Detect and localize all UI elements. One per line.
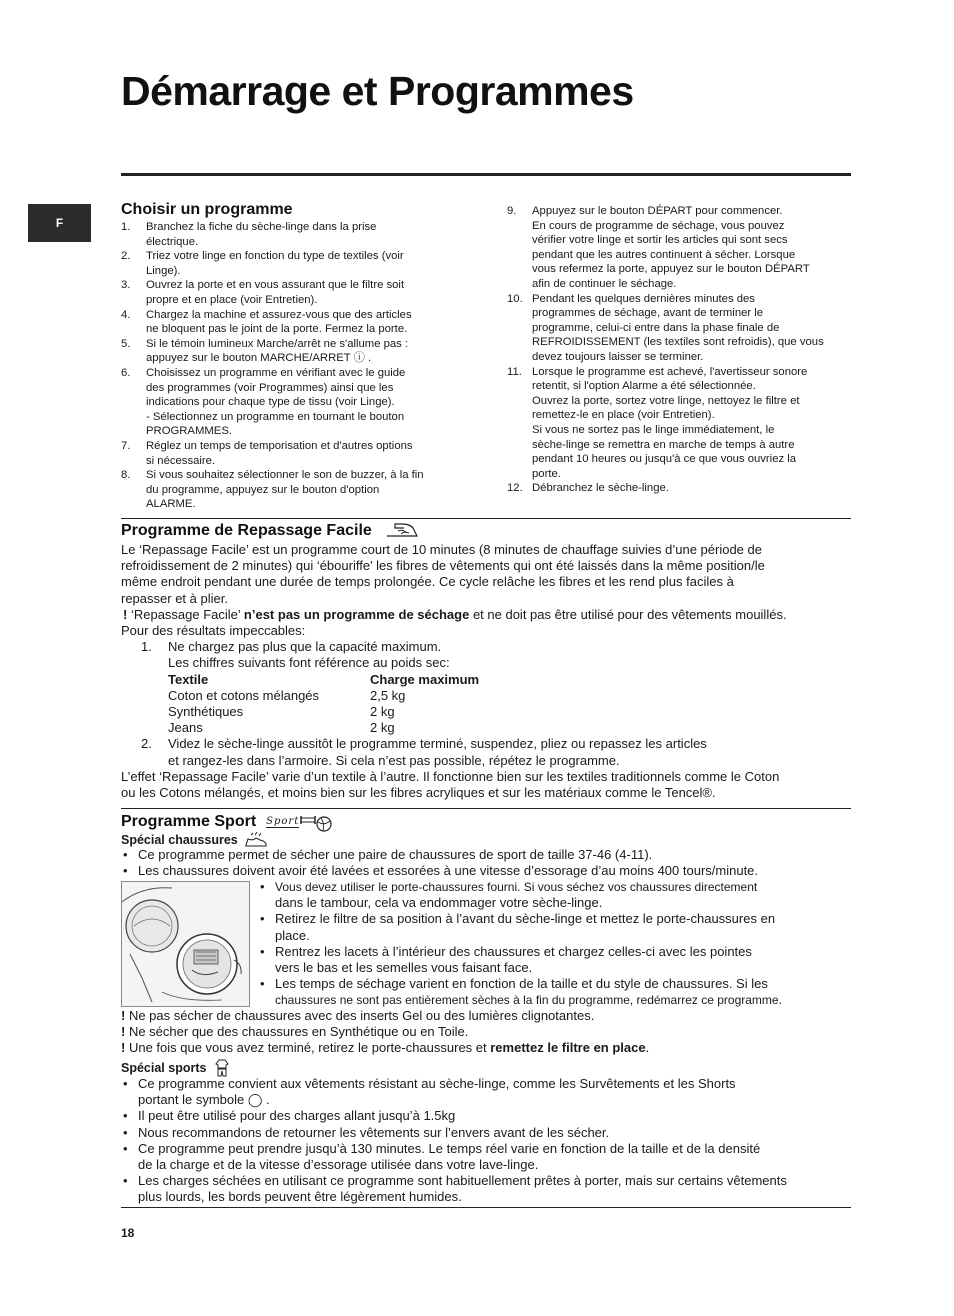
item-line: Chargez la machine et assurez-vous que des articles <box>146 308 412 321</box>
list-item <box>121 366 466 439</box>
item-line: pendant que les autres continuent à sécher. Lorsque <box>532 248 796 261</box>
item-line: afin de continuer le séchage. <box>532 277 677 290</box>
results-label: Pour des résultats impeccables: <box>121 623 306 639</box>
subsection-title-chaussures: Spécial chaussures <box>121 833 238 847</box>
section-title-sport: Programme Sport <box>121 813 257 830</box>
item-line: REFROIDISSEMENT (les textiles sont refroidis), que vous <box>532 336 824 349</box>
item-line: vous refermez la porte, appuyez sur le bouton DÉPART <box>532 263 810 276</box>
table-cell: Coton et cotons mélangés <box>168 687 320 703</box>
item-line: Branchez la fiche du sèche-linge dans la prise <box>146 221 377 233</box>
table-cell: 2 kg <box>370 720 395 736</box>
list-item <box>507 365 852 482</box>
tracksuit-icon <box>214 1059 230 1077</box>
bullet-line: • Ce programme convient aux vêtements résistant au sèche-linge, comme les Survêtements et les Shorts <box>138 1076 736 1091</box>
bullet-item <box>121 1141 856 1173</box>
item-line: Pendant les quelques dernières minutes des <box>532 292 755 305</box>
bullet-line: • Les temps de séchage varient en fonction de la taille et du style de chaussures. Si les <box>275 976 768 992</box>
bullet-line: • Les charges séchées en utilisant ce programme sont habituellement prêtes à porter, mais sur certains vêtements <box>138 1173 787 1189</box>
text-line: refroidissement de 2 minutes) qui ‘ébouriffe’ les fibres de vêtements qui ont été laissés dans la même position/le <box>121 558 765 574</box>
item-number: 8. <box>121 469 131 482</box>
iron-icon <box>384 522 420 540</box>
bullet-item <box>121 863 856 879</box>
bullet-line: dans le tambour, cela va endommager votre sèche-linge. <box>275 895 603 911</box>
warning-filter: ! Une fois que vous avez terminé, retirez le porte-chaussures et remettez le filtre en place. <box>121 1040 650 1056</box>
text-line: Les chiffres suivants font référence au poids sec: <box>168 655 450 671</box>
item-line: En cours de programme de séchage, vous pouvez <box>532 219 785 232</box>
load-table-header: Textile Charge maximum <box>168 671 480 687</box>
item-line: Réglez un temps de temporisation et d'autres options <box>146 439 413 452</box>
item-number: 4. <box>121 308 131 321</box>
item-number: 3. <box>121 279 131 292</box>
bullet-item <box>121 1108 856 1124</box>
item-number: 2. <box>121 250 131 263</box>
sports-bullets <box>121 1076 856 1206</box>
item-line: pendant 10 heures ou jusqu'à ce que vous ouvriez la <box>532 453 797 466</box>
text-line: même endroit pendant une durée de temps prolongée. Ce cycle relâche les fibres et les rend plus faciles à <box>121 574 734 590</box>
item-line: programme, celui-ci entre dans la phase finale de <box>532 321 780 334</box>
item-line: appuyez sur le bouton MARCHE/ARRET ⓘ . <box>146 352 372 365</box>
section-title-repassage: Programme de Repassage Facile <box>121 522 372 539</box>
text-line: Le ‘Repassage Facile’ est un programme court de 10 minutes (8 minutes de chauffage suivies d’une période de <box>121 542 762 557</box>
table-row <box>168 688 856 704</box>
item-line: propre et en place (voir Entretien). <box>146 293 318 306</box>
list-item <box>121 278 466 307</box>
bullet-line: • Il peut être utilisé pour des charges allant jusqu’à 1.5kg <box>138 1108 456 1124</box>
bullet-line: • Ce programme peut prendre jusqu’à 130 minutes. Le temps réel varie en fonction de la taille et de la densité <box>138 1140 761 1156</box>
item-line: si nécessaire. <box>146 454 216 467</box>
subsection-title-sports: Spécial sports <box>121 1061 207 1075</box>
item-line: ne bloquent pas le joint de la porte. Fermez la porte. <box>146 323 408 336</box>
table-row <box>168 720 856 736</box>
chaussures-bullets <box>121 847 856 879</box>
table-cell: Synthétiques <box>168 704 244 720</box>
list-item <box>507 481 852 496</box>
warning-mark: ! <box>123 606 128 622</box>
item-line: remettez-le en place (voir Entretien). <box>532 409 715 422</box>
choisir-list-left <box>121 220 466 512</box>
bullet-line: • Nous recommandons de retourner les vêtements sur l’envers avant de les sécher. <box>138 1124 610 1140</box>
item-number: 10. <box>507 292 523 305</box>
table-cell: 2,5 kg <box>370 687 406 703</box>
bullet-line: • Ce programme permet de sécher une paire de chaussures de sport de taille 37-46 (4-11). <box>138 847 653 862</box>
table-cell: 2 kg <box>370 704 395 720</box>
step-2: 2. Videz le sèche-linge aussitôt le programme terminé, suspendez, pliez ou repassez les articles et rangez-les dans l’armoire. Si cela n’est pas possible, répétez le programme. <box>121 736 856 768</box>
list-item <box>121 249 466 278</box>
repassage-body: Le ‘Repassage Facile’ est un programme court de 10 minutes (8 minutes de chauffage suivies d’une période de refroidissement de 2 minutes) qui ‘ébouriffe’ les fibres de vêtements qui ont été laissés dans la même position/le même endroit pendant une durée de temps prolongée. Ce cycle relâche les fibres et les rend plus faciles à repasser et à plier. ! ‘Repassage Facile’ n’est pas un programme de séchage et ne doit pas être utilisé pour des vêtements mouillés. Pour des résultats impeccables: 1. Ne chargez pas plus que la capacité maximum. Les chiffres suivants font référence au poids sec: Textile Charge maximum Coton et cotons mélangés 2,5 kg Synthétiques 2 kg Jeans 2 kg 2. Videz le sèche-linge aussitôt le programme terminé, suspendez, pliez ou repassez les articles et rangez-les dans l’armoire. Si cela n’est pas possible, répétez le programme. L’effet ‘Repassage Facile’ varie d’un textile à l’autre. Il fonctionne bien sur les textiles traditionnels comme le Coton ou les Cotons mélangés, et moins bien sur les fibres acryliques et sur les matériaux comme le Tencel®. <box>121 542 856 801</box>
item-line: Si le témoin lumineux Marche/arrêt ne s'allume pas : <box>146 337 409 350</box>
item-line: indications pour chaque type de tissu (voir Linge). <box>146 396 395 409</box>
item-line: sèche-linge se remettra en marche de temps à autre <box>532 438 795 451</box>
item-line: Linge). <box>146 264 181 277</box>
bullet-item <box>258 944 858 976</box>
bullet-item <box>121 1076 856 1108</box>
list-item <box>121 468 466 512</box>
page-title: Démarrage et Programmes <box>121 68 634 114</box>
text-line: ou les Cotons mélangés, et moins bien sur les fibres acryliques et sur les matériaux comme le Tencel®. <box>121 785 716 801</box>
item-number: 6. <box>121 366 131 379</box>
list-item <box>507 292 852 365</box>
table-cell: Jeans <box>168 720 203 736</box>
bullet-line: • Vous devez utiliser le porte-chaussures fourni. Si vous séchez vos chaussures directement <box>275 880 758 894</box>
bullet-item <box>258 911 858 943</box>
bullet-item <box>121 1125 856 1141</box>
item-line: Appuyez sur le bouton DÉPART pour commencer. <box>532 205 783 217</box>
item-number: 9. <box>507 205 517 217</box>
item-line: du programme, appuyez sur le bouton d'option <box>146 483 380 496</box>
item-line: Ouvrez la porte, sortez votre linge, nettoyez le filtre et <box>532 394 800 407</box>
bullet-line: chaussures ne sont pas entièrement sèches à la fin du programme, redémarrez ce programme. <box>275 993 782 1008</box>
item-line: Choisissez un programme en vérifiant avec le guide <box>146 366 406 379</box>
bullet-item <box>258 879 858 911</box>
list-item <box>121 439 466 468</box>
bullet-line: place. <box>275 927 310 943</box>
list-item <box>121 337 466 366</box>
bullet-line: • Rentrez les lacets à l’intérieur des chaussures et chargez celles-ci avec les pointes <box>275 943 752 959</box>
item-line: porte. <box>532 467 561 480</box>
warning-gel: ! Ne pas sécher de chaussures avec des inserts Gel ou des lumières clignotantes. <box>121 1008 595 1023</box>
item-number: 1. <box>121 221 131 233</box>
bullet-line: portant le symbole ◯ . <box>138 1092 270 1108</box>
page-number: 18 <box>121 1226 135 1240</box>
title-divider <box>121 173 851 176</box>
item-number: 5. <box>121 337 131 350</box>
warning-material: ! Ne sécher que des chaussures en Synthétique ou en Toile. <box>121 1024 469 1040</box>
item-number: 7. <box>121 439 131 452</box>
item-line: retentit, si l'option Alarme a été sélectionnée. <box>532 380 756 393</box>
sport-warnings <box>121 1008 856 1057</box>
text-line: Videz le sèche-linge aussitôt le programme terminé, suspendez, pliez ou repassez les articles <box>168 736 707 752</box>
item-number: 12. <box>507 482 523 495</box>
item-line: électrique. <box>146 235 199 248</box>
bullet-line: de la charge et de la vitesse d’essorage utilisée dans votre lave-linge. <box>138 1157 539 1173</box>
shoe-rack-bullets <box>258 879 858 1009</box>
choisir-list-right <box>507 204 852 496</box>
bullet-item <box>121 1173 856 1205</box>
bullet-line: vers le bas et les semelles vous faisant face. <box>275 960 533 976</box>
item-line: PROGRAMMES. <box>146 425 232 438</box>
item-line: des programmes (voir Programmes) ainsi que les <box>146 381 394 394</box>
item-line: programmes de séchage, avant de terminer le <box>532 307 764 320</box>
item-line: Triez votre linge en fonction du type de textiles (voir <box>146 250 404 263</box>
list-item <box>507 204 852 292</box>
bullet-line: plus lourds, les bords peuvent être légèrement humides. <box>138 1189 462 1205</box>
text-line: et rangez-les dans l’armoire. Si cela n’est pas possible, répétez le programme. <box>168 752 620 768</box>
section-divider <box>121 518 851 519</box>
bullet-line: • Retirez le filtre de sa position à l’avant du sèche-linge et mettez le porte-chaussures en <box>275 911 776 927</box>
step-1: 1. Ne chargez pas plus que la capacité maximum. Les chiffres suivants font référence au poids sec: Textile Charge maximum Coton et cotons mélangés 2,5 kg Synthétiques 2 kg Jeans 2 kg <box>121 639 856 736</box>
sport-program-icon: Sport <box>266 811 333 833</box>
language-tab: F <box>28 204 91 242</box>
item-line: ALARME. <box>146 498 196 511</box>
text-line: repasser et à plier. <box>121 590 228 606</box>
bullet-item <box>258 976 858 1008</box>
item-line: Si vous souhaitez sélectionner le son de buzzer, à la fin <box>146 469 424 482</box>
item-number: 11. <box>507 365 522 378</box>
item-line: devez toujours laisser se terminer. <box>532 350 704 363</box>
item-line: Ouvrez la porte et en vous assurant que le filtre soit <box>146 279 405 292</box>
shoe-rack-illustration <box>121 881 250 1007</box>
item-line: vérifier votre linge et sortir les articles qui sont secs <box>532 234 788 247</box>
text-line: L’effet ‘Repassage Facile’ varie d’un textile à l’autre. Il fonctionne bien sur les textiles traditionnels comme le Coton <box>121 768 780 784</box>
list-item <box>121 308 466 337</box>
list-item <box>121 220 466 249</box>
table-row <box>168 704 856 720</box>
item-line: Lorsque le programme est achevé, l'avertisseur sonore <box>532 365 808 378</box>
section-title-choisir: Choisir un programme <box>121 201 293 218</box>
item-line: Si vous ne sortez pas le linge immédiatement, le <box>532 423 775 436</box>
bullet-item <box>121 847 856 863</box>
bottom-divider <box>121 1207 851 1208</box>
item-line: - Sélectionnez un programme en tournant le bouton <box>146 410 405 423</box>
bullet-line: • Les chaussures doivent avoir été lavées et essorées à une vitesse d’essorage d’au moins 400 tours/minute. <box>138 863 759 879</box>
text-line: Ne chargez pas plus que la capacité maximum. <box>168 639 442 655</box>
section-divider <box>121 808 851 809</box>
item-line: Débranchez le sèche-linge. <box>532 482 669 495</box>
